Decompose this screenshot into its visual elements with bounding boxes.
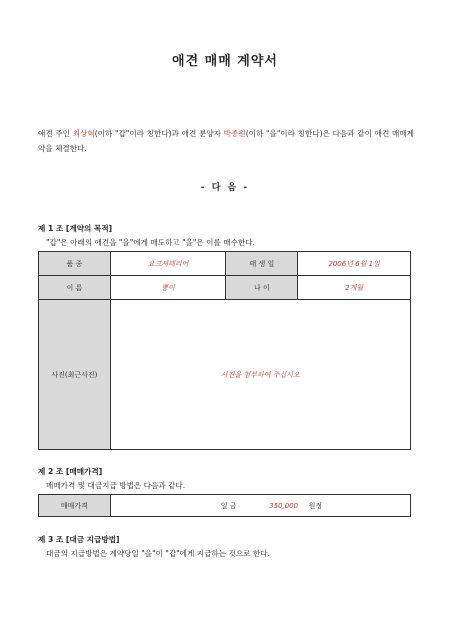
buyer-name: 박종원 <box>223 129 246 138</box>
intro-paragraph <box>38 126 414 156</box>
price-label: 매매가격 <box>39 495 111 517</box>
photo-placeholder[interactable]: 사진을 첨부하여 주십시오 <box>110 300 410 450</box>
article-1-text: "갑"은 아래의 애견을 "을"에게 매도하고 "을"은 이를 매수한다. <box>46 238 255 247</box>
seller-name: 최상혁 <box>72 129 95 138</box>
intro-text-2: (이하 "갑"이라 칭한다)과 애견 분양자 <box>94 129 224 138</box>
price-table <box>38 494 411 517</box>
photo-label: 사진(최근사진) <box>39 300 111 450</box>
won-label: 원정 <box>308 501 323 510</box>
article-2-heading: 제 2 조 [매매가격] <box>38 467 103 476</box>
intro-text-3: (이하 "을"이라 칭한다)은 다음과 같이 애견 매매계약을 체결한다. <box>38 129 414 153</box>
name-value: 뽕이 <box>110 276 226 300</box>
il-geum-label: 일 금 <box>220 501 237 510</box>
document-title: 애견 매매 계약서 <box>172 54 278 69</box>
article-2-text: 매매가격 및 대금지급 방법은 다음과 같다. <box>46 481 186 490</box>
age-label: 나 이 <box>226 276 298 300</box>
section-heading: - 다 음 - <box>200 183 250 193</box>
intro-text-1: 애견 주인 <box>38 129 73 138</box>
name-label: 이 름 <box>39 276 111 300</box>
price-amount: 350,000 <box>269 501 299 510</box>
age-value: 2개월 <box>298 276 411 300</box>
breed-value: 요크셔테리어 <box>110 252 226 276</box>
price-value-cell <box>110 495 410 517</box>
birth-date-label: 태 생 일 <box>226 252 298 276</box>
article-3-text: 대금의 지급방법은 계약당일 "을"이 "갑"에게 지급하는 것으로 한다. <box>46 549 271 558</box>
article-3-heading: 제 3 조 [대금 지급방법] <box>38 535 120 544</box>
breed-label: 품 종 <box>39 252 111 276</box>
birth-date-value: 2006년 6월 1일 <box>298 252 411 276</box>
pet-info-table <box>38 251 411 450</box>
article-1-heading: 제 1 조 [계약의 목적] <box>38 224 113 233</box>
